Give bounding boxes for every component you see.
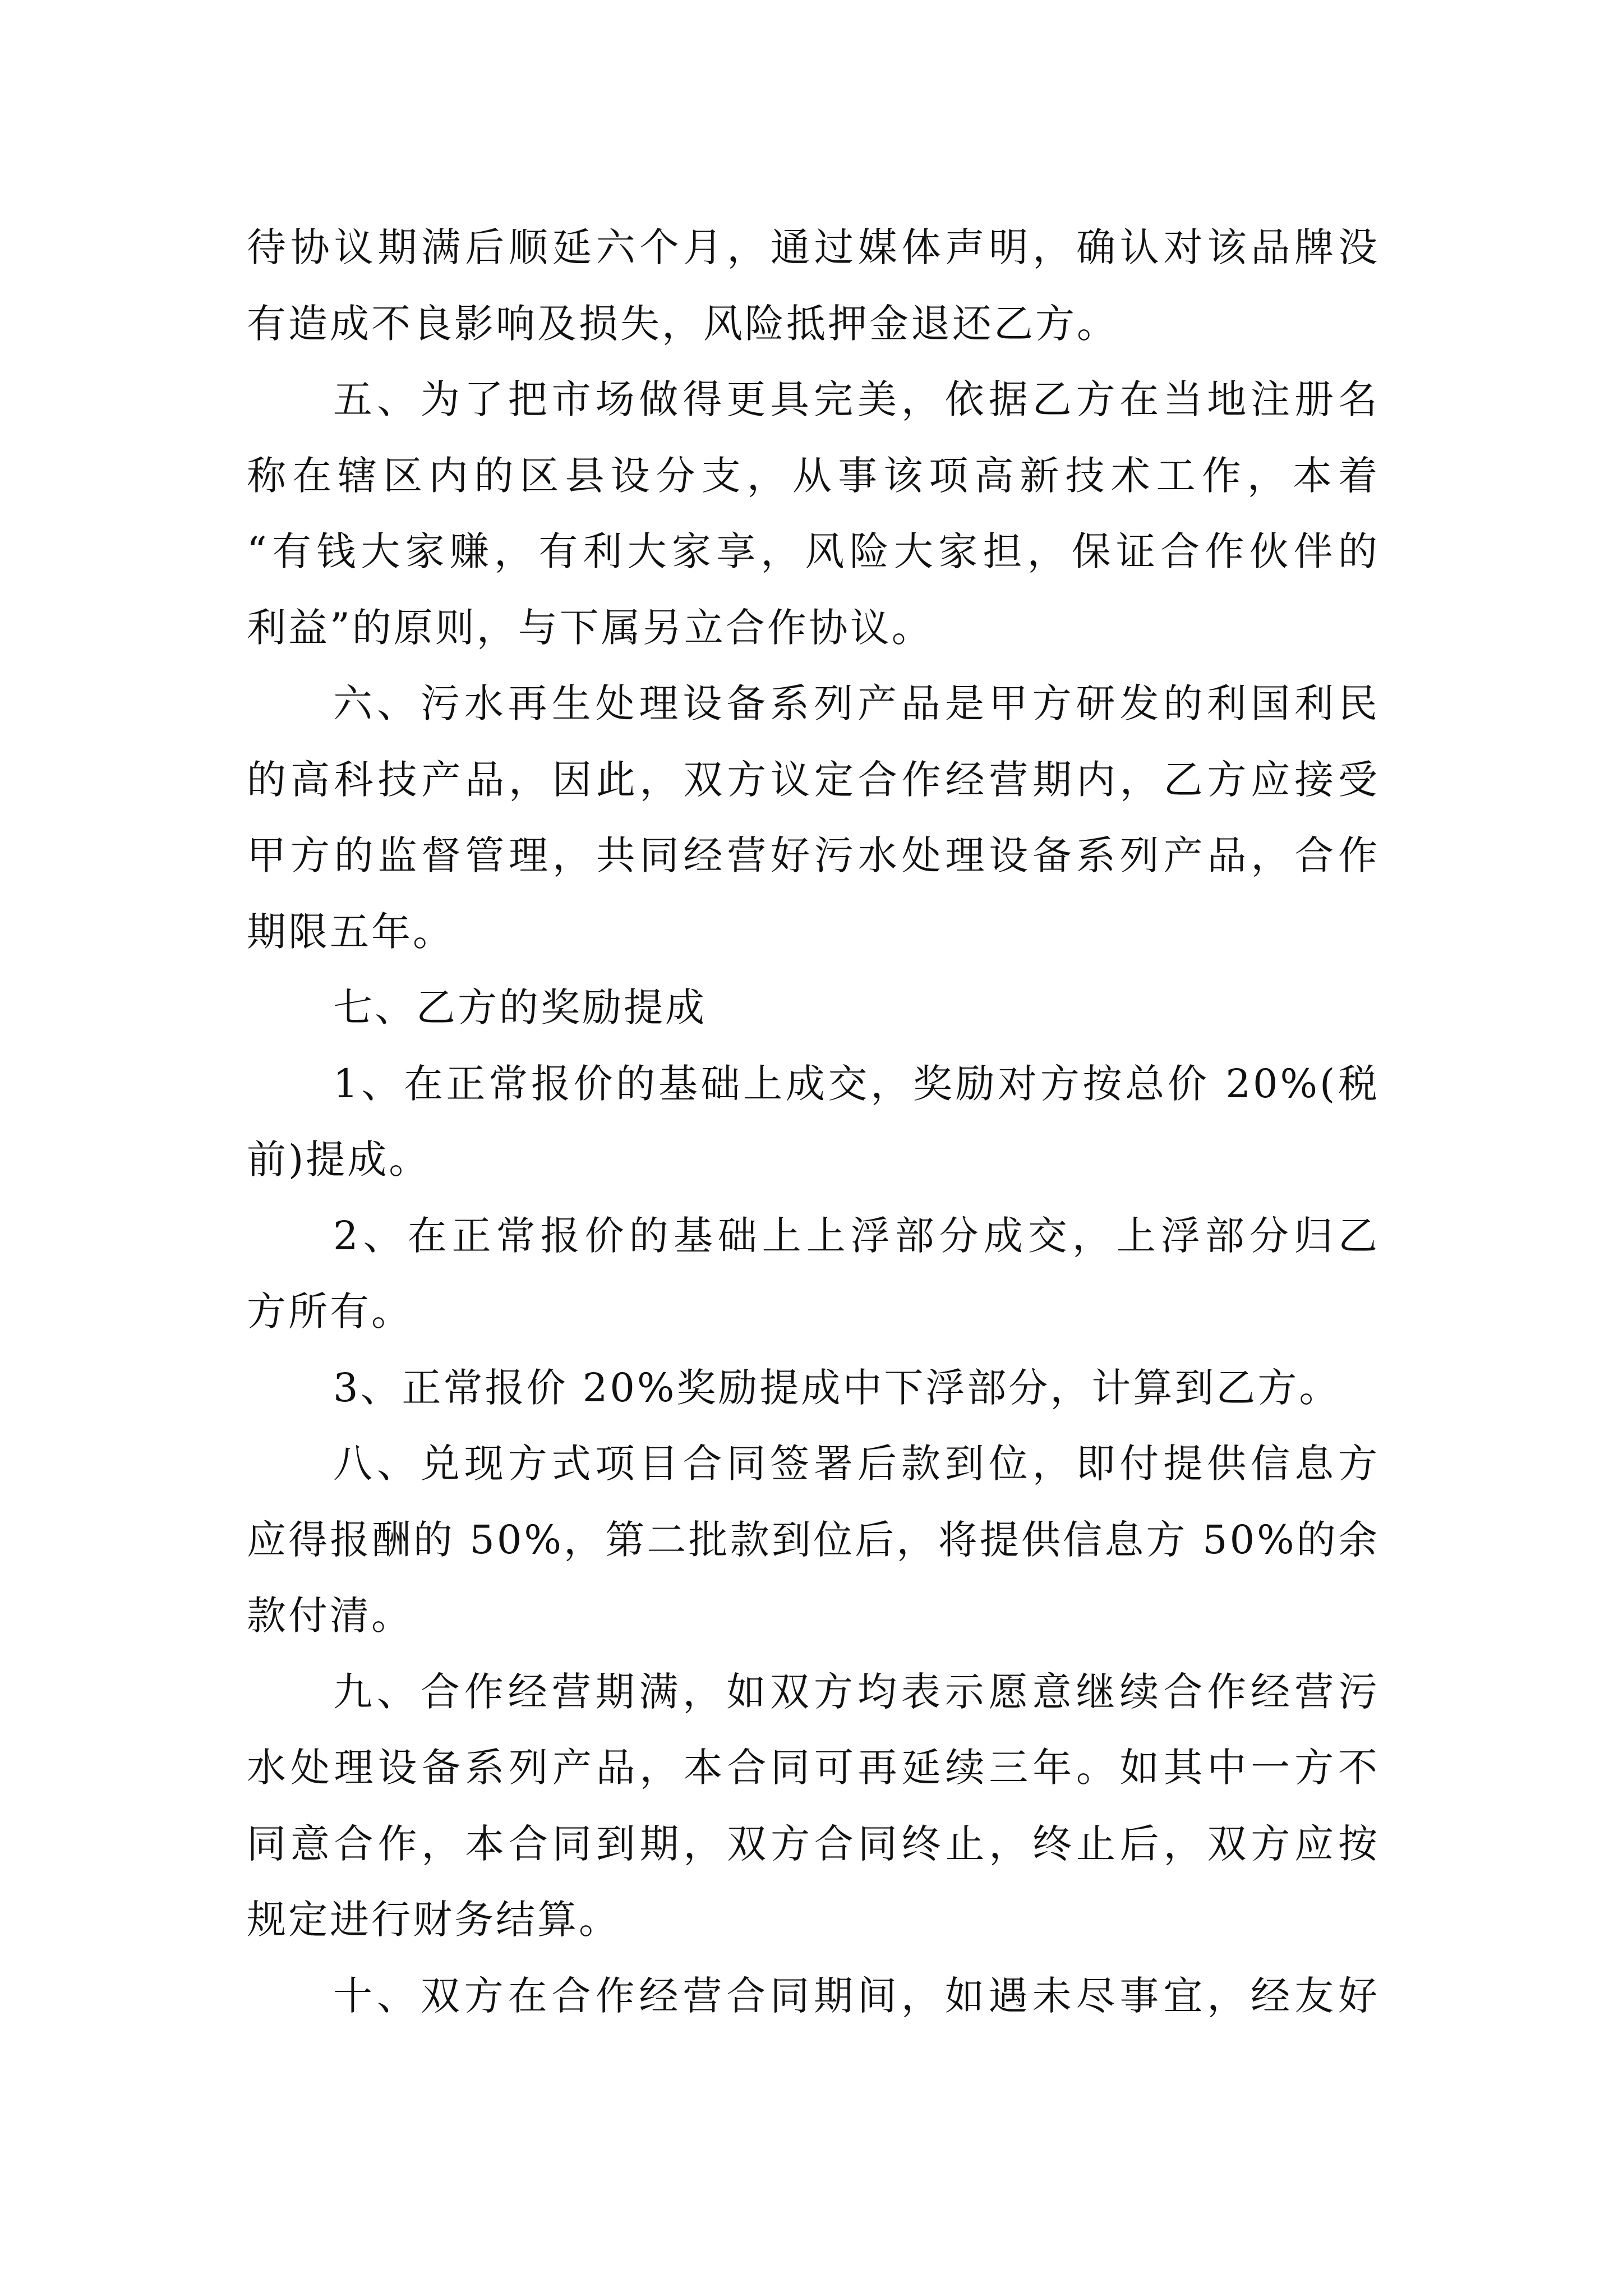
clause-8-start: 八、兑现方式项目合同签署后款到位，即付提供信息方 (333, 1441, 1380, 1487)
clause-10-start: 十、双方在合作经营合同期间，如遇未尽事宜，经友好 (333, 1972, 1380, 2019)
text-line: 款付清。 (247, 1593, 413, 1639)
text-line: 甲方的监督管理，共同经营好污水处理设备系列产品，合作 (247, 832, 1380, 878)
clause-7-item-3: 3、正常报价 20%奖励提成中下浮部分，计算到乙方。 (333, 1364, 1341, 1411)
text-line: 应得报酬的 50%，第二批款到位后，将提供信息方 50%的余 (247, 1516, 1380, 1563)
text-line: 待协议期满后顺延六个月，通过媒体声明，确认对该品牌没 (247, 224, 1380, 270)
text-line: 规定进行财务结算。 (247, 1897, 620, 1943)
clause-7-item-2: 2、在正常报价的基础上上浮部分成交，上浮部分归乙 (333, 1212, 1380, 1259)
text-line: 水处理设备系列产品，本合同可再延续三年。如其中一方不 (247, 1745, 1380, 1791)
text-line: 利益”的原则，与下属另立合作协议。 (247, 604, 933, 651)
text-line: 前)提成。 (247, 1137, 431, 1182)
contract-text-body (247, 210, 1380, 2034)
text-line: 有造成不良影响及损失，风险抵押金退还乙方。 (247, 300, 1118, 347)
text-line: 方所有。 (247, 1289, 413, 1335)
text-line: “有钱大家赚，有利大家享，风险大家担，保证合作伙伴的 (247, 528, 1380, 574)
text-line: 称在辖区内的区县设分支，从事该项高新技术工作，本着 (247, 452, 1380, 499)
clause-9-start: 九、合作经营期满，如双方均表示愿意继续合作经营污 (333, 1668, 1380, 1715)
clause-5-start: 五、为了把市场做得更具完美，依据乙方在当地注册名 (333, 376, 1380, 422)
clause-6-start: 六、污水再生处理设备系列产品是甲方研发的利国利民 (333, 680, 1380, 726)
text-line: 期限五年。 (247, 908, 454, 955)
clause-7-item-1: 1、在正常报价的基础上成交，奖励对方按总价 20%(税 (333, 1060, 1380, 1107)
clause-7-heading: 七、乙方的奖励提成 (333, 984, 707, 1030)
text-line: 同意合作，本合同到期，双方合同终止，终止后，双方应按 (247, 1820, 1380, 1867)
text-line: 的高科技产品，因此，双方议定合作经营期内，乙方应接受 (247, 756, 1380, 803)
